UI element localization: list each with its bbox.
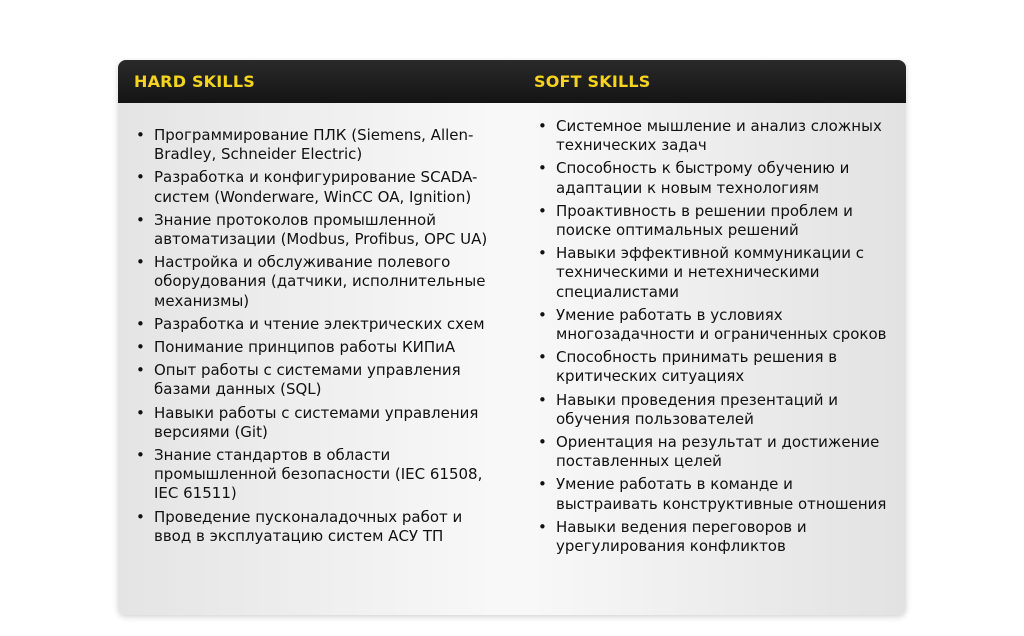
soft-skills-title: SOFT SKILLS bbox=[534, 72, 651, 91]
list-item bbox=[134, 404, 494, 442]
hard-skill-text: Навыки работы с системами управления версиями (Git) bbox=[154, 403, 479, 441]
hard-skill-text: Разработка и конфигурирование SCADA-систем (Wonderware, WinCC OA, Ignition) bbox=[154, 168, 478, 206]
soft-skill-text: Проактивность в решении проблем и поиске оптимальных решений bbox=[556, 201, 853, 240]
bullet-icon: • bbox=[136, 126, 145, 144]
soft-skill-text: Умение работать в условиях многозадачности и ограниченных сроков bbox=[556, 305, 887, 344]
list-item bbox=[536, 475, 892, 513]
skills-card bbox=[118, 60, 906, 615]
hard-skill-text: Знание стандартов в области промышленной безопасности (IEC 61508, IEC 61511) bbox=[154, 446, 483, 503]
bullet-icon: • bbox=[136, 403, 145, 422]
list-item bbox=[536, 117, 892, 155]
list-item bbox=[134, 168, 494, 206]
list-item bbox=[134, 211, 494, 249]
soft-skill-text: Навыки проведения презентаций и обучения пользователей bbox=[556, 390, 838, 428]
bullet-icon: • bbox=[136, 253, 145, 272]
list-item bbox=[536, 518, 892, 556]
list-item bbox=[536, 159, 892, 197]
list-item bbox=[536, 348, 892, 386]
soft-skills-column bbox=[536, 117, 892, 560]
bullet-icon: • bbox=[538, 201, 547, 220]
soft-skill-text: Навыки эффективной коммуникации с техническими и нетехническими специалистами bbox=[556, 244, 865, 301]
skills-header bbox=[118, 60, 906, 103]
bullet-icon: • bbox=[538, 117, 547, 135]
soft-skill-text: Умение работать в команде и выстраивать конструктивные отношения bbox=[556, 475, 887, 513]
bullet-icon: • bbox=[538, 305, 547, 324]
hard-skills-column bbox=[134, 126, 494, 550]
hard-skills-list bbox=[134, 126, 494, 546]
bullet-icon: • bbox=[538, 348, 547, 367]
list-item bbox=[536, 391, 892, 429]
bullet-icon: • bbox=[538, 433, 547, 452]
bullet-icon: • bbox=[136, 314, 145, 333]
bullet-icon: • bbox=[136, 361, 145, 380]
list-item bbox=[536, 202, 892, 240]
bullet-icon: • bbox=[136, 168, 145, 187]
hard-skill-text: Программирование ПЛК (Siemens, Allen-Bradley, Schneider Electric) bbox=[154, 126, 474, 164]
bullet-icon: • bbox=[538, 159, 547, 178]
list-item bbox=[134, 446, 494, 504]
soft-skill-text: Системное мышление и анализ сложных технических задач bbox=[556, 117, 882, 155]
soft-skill-text: Способность к быстрому обучению и адаптации к новым технологиям bbox=[556, 159, 850, 197]
list-item bbox=[134, 338, 494, 357]
list-item bbox=[536, 433, 892, 471]
bullet-icon: • bbox=[136, 446, 145, 465]
list-item bbox=[134, 126, 494, 164]
list-item bbox=[134, 361, 494, 399]
bullet-icon: • bbox=[538, 244, 547, 263]
soft-skills-list bbox=[536, 117, 892, 556]
list-item bbox=[536, 244, 892, 302]
bullet-icon: • bbox=[538, 475, 547, 494]
bullet-icon: • bbox=[538, 517, 547, 536]
list-item bbox=[134, 253, 494, 311]
list-item bbox=[134, 508, 494, 546]
soft-skill-text: Ориентация на результат и достижение поставленных целей bbox=[556, 433, 880, 471]
hard-skill-text: Настройка и обслуживание полевого оборудования (датчики, исполнительные механизмы) bbox=[154, 253, 486, 310]
soft-skill-text: Навыки ведения переговоров и урегулирования конфликтов bbox=[556, 517, 807, 556]
list-item bbox=[536, 306, 892, 344]
bullet-icon: • bbox=[538, 390, 547, 409]
list-item bbox=[134, 315, 494, 334]
hard-skill-text: Разработка и чтение электрических схем bbox=[154, 314, 485, 333]
hard-skill-text: Проведение пусконаладочных работ и ввод в эксплуатацию систем АСУ ТП bbox=[154, 507, 463, 545]
bullet-icon: • bbox=[136, 210, 145, 229]
hard-skill-text: Опыт работы с системами управления базами данных (SQL) bbox=[154, 361, 461, 399]
bullet-icon: • bbox=[136, 338, 145, 357]
bullet-icon: • bbox=[136, 507, 145, 526]
skills-columns bbox=[118, 103, 906, 615]
soft-skill-text: Способность принимать решения в критических ситуациях bbox=[556, 348, 838, 386]
hard-skill-text: Знание протоколов промышленной автоматизации (Modbus, Profibus, OPC UA) bbox=[154, 210, 488, 249]
hard-skill-text: Понимание принципов работы КИПиА bbox=[154, 338, 456, 357]
hard-skills-title: HARD SKILLS bbox=[134, 72, 255, 91]
